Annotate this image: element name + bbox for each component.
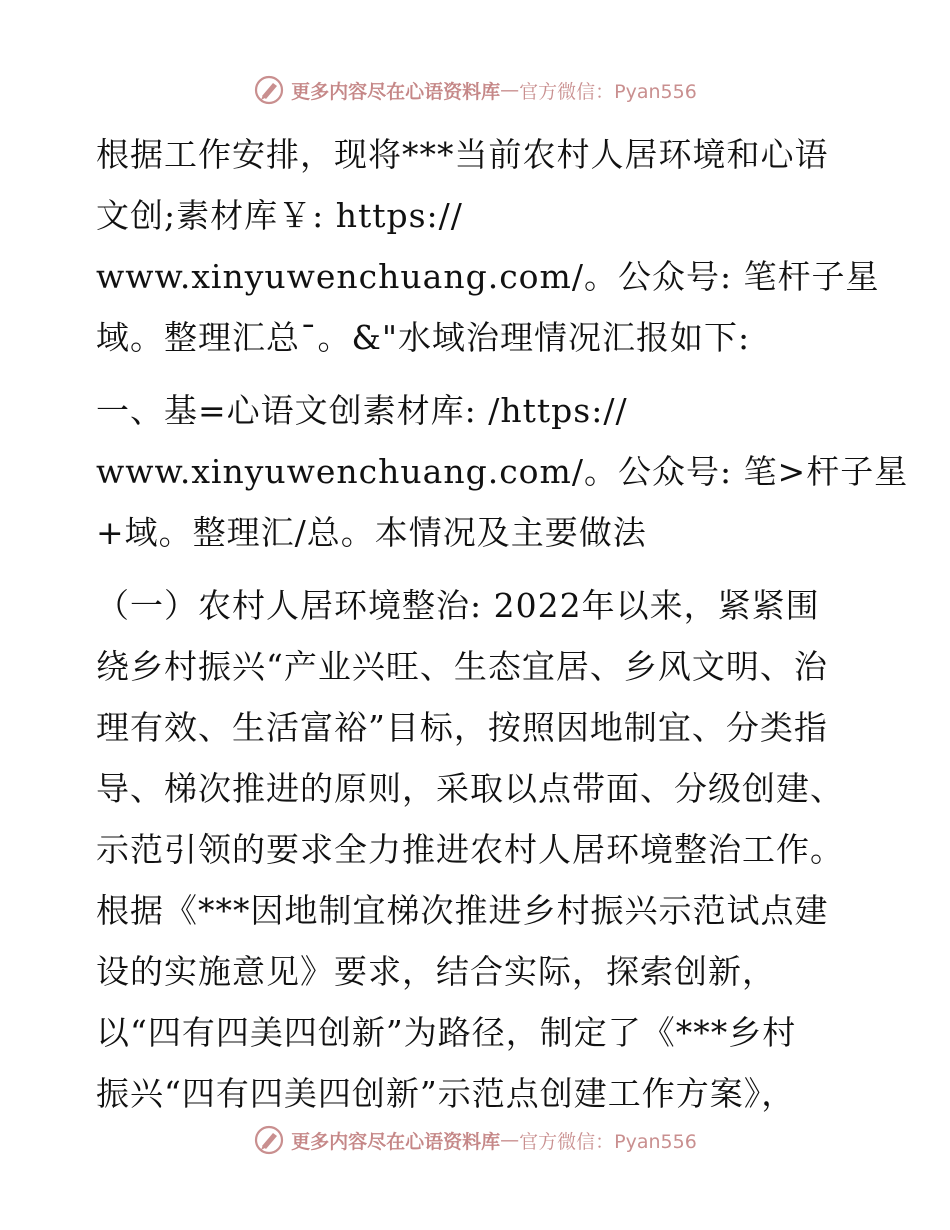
footer-banner bbox=[0, 1120, 950, 1160]
banner-separator: — bbox=[500, 1129, 520, 1151]
document-body bbox=[96, 124, 909, 1124]
text-line: 绕乡村振兴“产业兴旺、生态宜居、乡风文明、治 bbox=[96, 647, 828, 686]
text-line: 振兴“四有四美四创新”示范点创建工作方案》， bbox=[96, 1074, 796, 1113]
text-line: +域。整理汇/总。本情况及主要做法 bbox=[96, 513, 647, 552]
text-line: 示范引领的要求全力推进农村人居环境整治工作。 bbox=[96, 830, 844, 869]
text-line: 以“四有四美四创新”为路径，制定了《***乡村 bbox=[96, 1013, 797, 1052]
text-line: 文创;素材库￥: https:// bbox=[96, 196, 463, 235]
text-line: 根据工作安排，现将***当前农村人居环境和心语 bbox=[96, 135, 829, 174]
text-line: www.xinyuwenchuang.com/。公众号: 笔杆子星 bbox=[96, 257, 880, 296]
banner-brand: 更多内容尽在心语资料库 bbox=[291, 80, 501, 103]
banner-brand: 更多内容尽在心语资料库 bbox=[291, 1130, 501, 1153]
pen-seal-icon bbox=[253, 1124, 285, 1156]
text-line: www.xinyuwenchuang.com/。公众号: 笔>杆子星 bbox=[96, 452, 909, 491]
pen-seal-icon bbox=[253, 74, 285, 106]
text-line: 域。整理汇总¯。&"水域治理情况汇报如下: bbox=[96, 318, 751, 357]
banner-account: 官方微信：Pyan556 bbox=[519, 1130, 697, 1153]
header-banner bbox=[0, 70, 950, 110]
banner-separator: — bbox=[500, 79, 520, 101]
text-line: 理有效、生活富裕”目标，按照因地制宜、分类指 bbox=[96, 708, 828, 747]
banner-account: 官方微信：Pyan556 bbox=[519, 80, 697, 103]
section-heading: 一、基=心语文创素材库: /https:// bbox=[96, 391, 628, 430]
text-line: 根据《***因地制宜梯次推进乡村振兴示范试点建 bbox=[96, 891, 829, 930]
text-line: 导、梯次推进的原则，采取以点带面、分级创建、 bbox=[96, 769, 844, 808]
text-line: 设的实施意见》要求，结合实际，探索创新， bbox=[96, 952, 776, 991]
subsection-heading: （一）农村人居环境整治: 2022年以来，紧紧围 bbox=[96, 586, 820, 625]
